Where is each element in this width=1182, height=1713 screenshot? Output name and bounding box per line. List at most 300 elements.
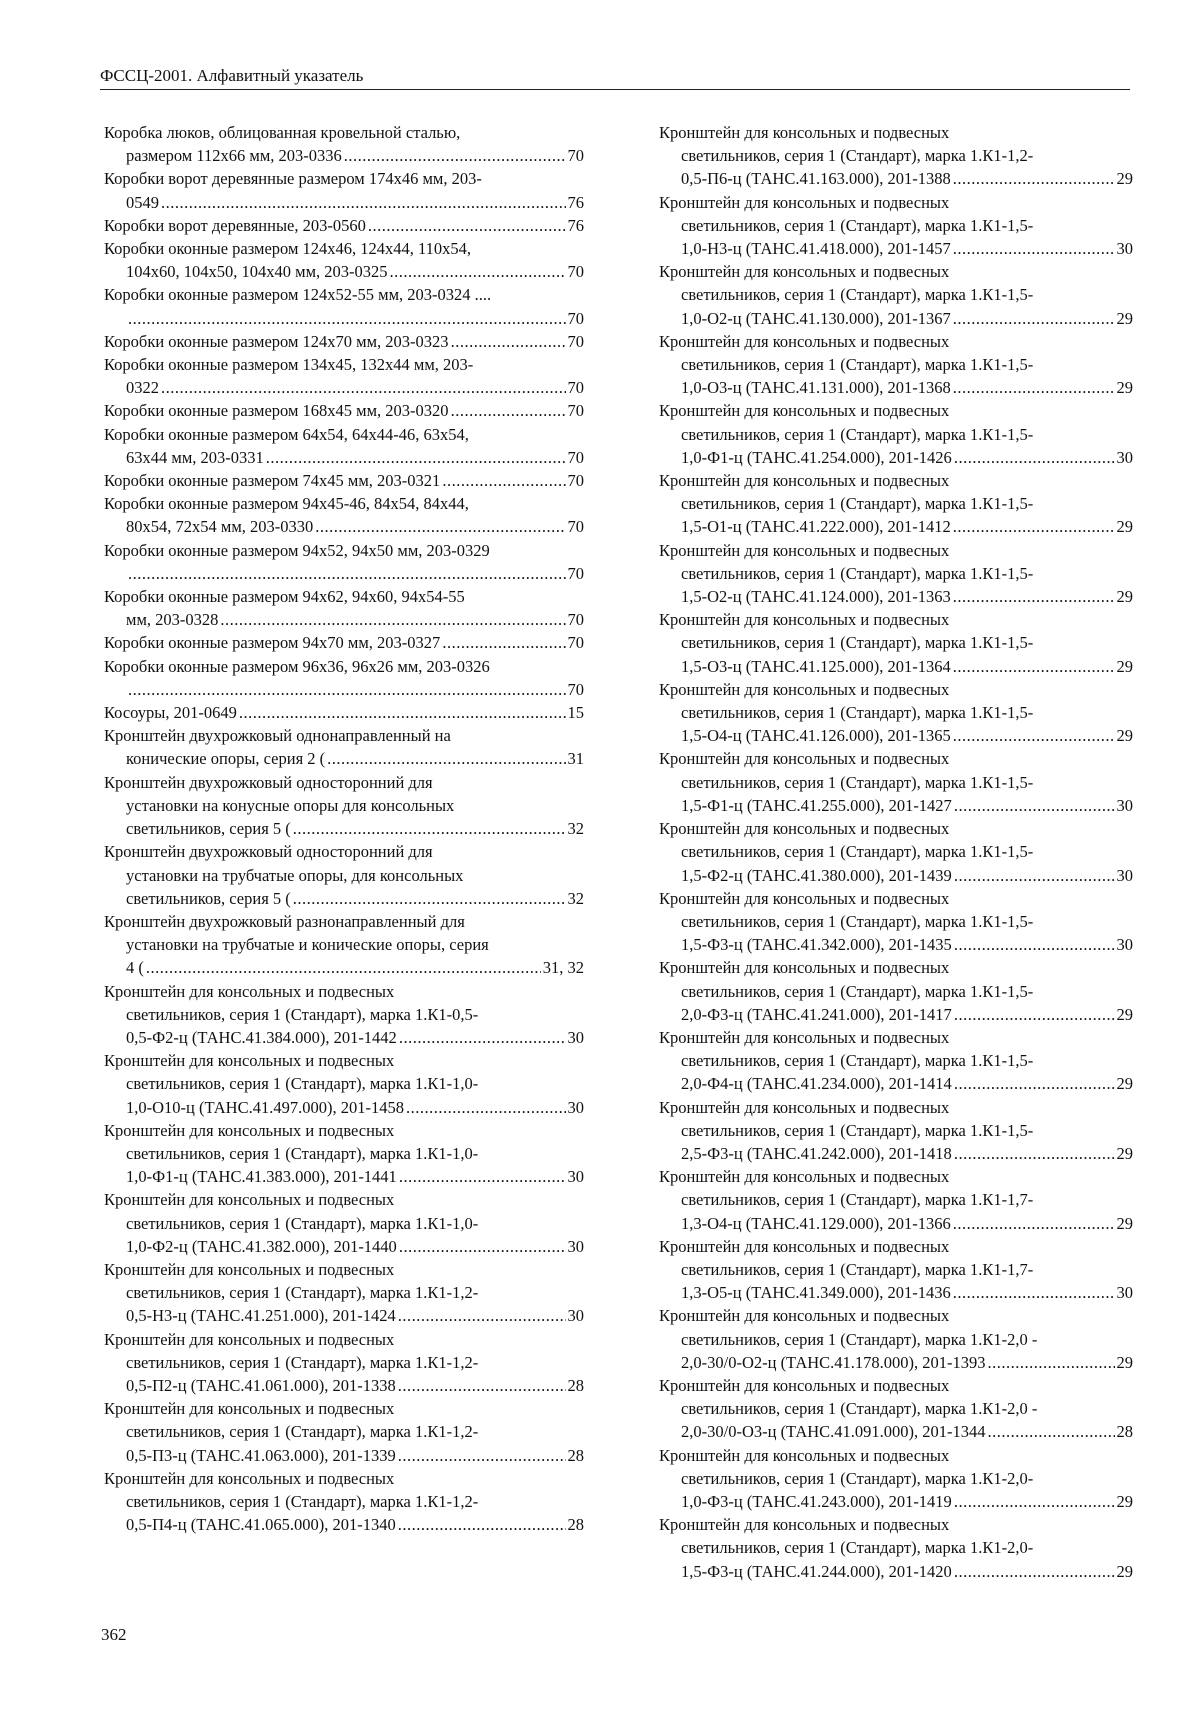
index-entry-page: 30: [1116, 795, 1133, 815]
dot-leader: [293, 887, 566, 910]
index-entry-last-line: [104, 608, 584, 631]
index-entry-line: светильников, серия 1 (Стандарт), марка 1.К1-1,2-: [681, 146, 1034, 166]
running-header: [100, 66, 1130, 90]
index-entry-line: Кронштейн двухрожковый односторонний для: [104, 842, 433, 862]
index-entry-last-line: [659, 864, 1133, 887]
index-entry-last-line: [104, 1444, 584, 1467]
dot-leader: [954, 1003, 1115, 1026]
dot-leader: [954, 933, 1115, 956]
index-entry-last-line: [659, 1420, 1133, 1443]
index-entry-line: светильников, серия 1 (Стандарт), марка 1.К1-2,0 -: [681, 1399, 1038, 1419]
index-entry-page: 70: [567, 401, 584, 421]
index-entry-last-line: [104, 307, 584, 330]
index-entry-page: 30: [567, 1027, 584, 1047]
index-entry-text: 0,5-П2-ц (ТАНС.41.061.000), 201-1338: [126, 1375, 396, 1395]
index-entry: [659, 1026, 1133, 1096]
index-entry-page: 29: [1116, 1143, 1133, 1163]
index-entry-page: 29: [1116, 308, 1133, 328]
index-entry-last-line: [104, 1304, 584, 1327]
index-entry-line: Кронштейн для консольных и подвесных: [659, 819, 950, 839]
index-entry-line: установки на трубчатые опоры, для консольных: [126, 865, 464, 885]
index-entry-page: 70: [567, 308, 584, 328]
index-entry-line: Кронштейн для консольных и подвесных: [659, 1027, 950, 1047]
index-entry-text: 1,3-О4-ц (ТАНС.41.129.000), 201-1366: [681, 1213, 951, 1233]
index-entry: [104, 1397, 584, 1467]
dot-leader: [442, 631, 565, 654]
index-entry-page: 30: [567, 1306, 584, 1326]
index-entry-line: Кронштейн для консольных и подвесных: [659, 123, 950, 142]
index-entry: [104, 655, 584, 701]
index-entry-line: светильников, серия 1 (Стандарт), марка 1.К1-1,5-: [681, 911, 1034, 931]
index-entry-text: 2,0-30/0-О2-ц (ТАНС.41.178.000), 201-1393: [681, 1352, 986, 1372]
index-entry-text: 1,0-О2-ц (ТАНС.41.130.000), 201-1367: [681, 308, 951, 328]
dot-leader: [327, 747, 565, 770]
index-entry-text: 1,3-О5-ц (ТАНС.41.349.000), 201-1436: [681, 1283, 951, 1303]
index-entry-page: 29: [1116, 517, 1133, 537]
index-entry-page: 28: [1116, 1422, 1133, 1442]
index-entry: [104, 283, 584, 329]
index-entry-page: 70: [567, 262, 584, 282]
index-entry-page: 28: [567, 1375, 584, 1395]
index-entry: [104, 330, 584, 353]
index-entry-text: 1,0-Ф2-ц (ТАНС.41.382.000), 201-1440: [126, 1236, 397, 1256]
index-entry-line: Кронштейн для консольных и подвесных: [659, 540, 950, 560]
index-entry-line: светильников, серия 1 (Стандарт), марка 1.К1-1,5-: [681, 494, 1034, 514]
index-entry: [104, 237, 584, 283]
index-entry-page: 30: [1116, 1283, 1133, 1303]
index-entry-line: Кронштейн двухрожковый односторонний для: [104, 772, 433, 792]
index-entry: [659, 1235, 1133, 1305]
index-entry-page: 70: [567, 679, 584, 699]
index-entry-line: установки на трубчатые и конические опоры, серия: [126, 935, 489, 955]
index-entry-line: установки на конусные опоры для консольных: [126, 795, 455, 815]
dot-leader: [953, 307, 1115, 330]
index-entry: [104, 214, 584, 237]
index-entry-line: Кронштейн для консольных и подвесных: [659, 749, 950, 769]
index-entry-text: Коробки оконные размером 168х45 мм, 203-0320: [104, 401, 449, 421]
index-entry: [104, 353, 584, 399]
dot-leader: [161, 191, 566, 214]
index-entry-line: светильников, серия 1 (Стандарт), марка 1.К1-1,2-: [126, 1283, 479, 1303]
index-entry-page: 31, 32: [542, 958, 584, 978]
index-entry-line: Кронштейн для консольных и подвесных: [659, 1445, 950, 1465]
index-entry-line: светильников, серия 1 (Стандарт), марка 1.К1-1,5-: [681, 215, 1034, 235]
index-entry-line: светильников, серия 1 (Стандарт), марка 1.К1-1,5-: [681, 703, 1034, 723]
dot-leader: [398, 1513, 566, 1536]
index-entry: [659, 887, 1133, 957]
index-entry-last-line: [659, 376, 1133, 399]
index-entry: [659, 1096, 1133, 1166]
index-entry-page: 29: [1116, 1491, 1133, 1511]
index-entry-line: светильников, серия 1 (Стандарт), марка 1.К1-1,5-: [681, 842, 1034, 862]
index-entry: [104, 1328, 584, 1398]
index-entry-page: 30: [567, 1167, 584, 1187]
index-entry: [659, 1444, 1133, 1514]
index-entry-text: 1,5-Ф2-ц (ТАНС.41.380.000), 201-1439: [681, 865, 952, 885]
index-entry-text: 1,5-О3-ц (ТАНС.41.125.000), 201-1364: [681, 656, 951, 676]
index-entry-last-line: [659, 1142, 1133, 1165]
dot-leader: [954, 1490, 1115, 1513]
index-entry-page: 29: [1116, 378, 1133, 398]
index-entry-page: 70: [567, 471, 584, 491]
index-entry-line: Кронштейн для консольных и подвесных: [659, 1236, 950, 1256]
index-entry-text: 1,0-О10-ц (ТАНС.41.497.000), 201-1458: [126, 1097, 404, 1117]
index-entry-page: 29: [1116, 1004, 1133, 1024]
dot-leader: [390, 260, 566, 283]
index-entry-text: мм, 203-0328: [126, 610, 219, 630]
index-entry: [659, 1304, 1133, 1374]
index-entry-last-line: [104, 562, 584, 585]
index-entry-page: 30: [567, 1097, 584, 1117]
index-entry-last-line: [659, 307, 1133, 330]
index-entry: [659, 121, 1133, 191]
index-entry-last-line: [659, 933, 1133, 956]
dot-leader: [399, 1235, 566, 1258]
index-entry-page: 70: [567, 146, 584, 166]
index-entry-line: Коробки оконные размером 124х46, 124х44, 110х54,: [104, 239, 472, 259]
dot-leader: [953, 167, 1115, 190]
index-entry: [104, 469, 584, 492]
index-entry-page: 30: [567, 1236, 584, 1256]
index-entry-page: 30: [1116, 935, 1133, 955]
page-number: 362: [101, 1625, 127, 1644]
dot-leader: [954, 794, 1115, 817]
dot-leader: [128, 562, 566, 585]
index-entry-line: светильников, серия 1 (Стандарт), марка 1.К1-1,5-: [681, 424, 1034, 444]
index-entry-last-line: [104, 817, 584, 840]
dot-leader: [954, 864, 1115, 887]
index-entry-page: 76: [567, 215, 584, 235]
index-entry-line: Коробки оконные размером 94х62, 94х60, 94х54-55: [104, 587, 465, 607]
index-entry-last-line: [104, 515, 584, 538]
header-title: ФССЦ-2001. Алфавитный указатель: [100, 66, 364, 85]
index-entry-line: Коробки оконные размером 94х45-46, 84х54, 84х44,: [104, 494, 469, 514]
index-entry-last-line: [659, 1490, 1133, 1513]
index-entry: [104, 1188, 584, 1258]
index-entry-page: 29: [1116, 1561, 1133, 1581]
index-entry-last-line: [104, 191, 584, 214]
index-entry: [104, 423, 584, 469]
index-entry-page: 29: [1116, 1213, 1133, 1233]
index-entry-line: Кронштейн для консольных и подвесных: [104, 981, 395, 1001]
index-entry-line: Кронштейн для консольных и подвесных: [104, 1190, 395, 1210]
index-entry-line: Кронштейн двухрожковый однонаправленный на: [104, 726, 451, 746]
index-entry-last-line: [104, 446, 584, 469]
index-entry-text: 0,5-Ф2-ц (ТАНС.41.384.000), 201-1442: [126, 1027, 397, 1047]
index-entry-line: Кронштейн двухрожковый разнонаправленный для: [104, 911, 465, 931]
index-entry-line: светильников, серия 1 (Стандарт), марка 1.К1-1,5-: [681, 772, 1034, 792]
index-entry-text: 1,0-Н3-ц (ТАНС.41.418.000), 201-1457: [681, 239, 951, 259]
index-entry-last-line: [104, 1026, 584, 1049]
index-entry-page: 70: [567, 378, 584, 398]
index-entry: [104, 771, 584, 841]
index-entry: [104, 910, 584, 980]
index-entry-line: Коробки ворот деревянные размером 174х46 мм, 203-: [104, 169, 482, 189]
index-entry-page: 70: [567, 517, 584, 537]
index-entry: [104, 539, 584, 585]
index-entry-last-line: [659, 167, 1133, 190]
dot-leader: [954, 1142, 1115, 1165]
index-entry-page: 29: [1116, 656, 1133, 676]
dot-leader: [128, 678, 566, 701]
index-entry: [104, 1119, 584, 1189]
index-entry-last-line: [104, 1374, 584, 1397]
index-entry-line: светильников, серия 1 (Стандарт), марка 1.К1-1,5-: [681, 1120, 1034, 1140]
dot-leader: [398, 1444, 566, 1467]
index-entry-line: Кронштейн для консольных и подвесных: [659, 888, 950, 908]
index-entry-line: светильников, серия 1 (Стандарт), марка 1.К1-1,2-: [126, 1422, 479, 1442]
index-entry-line: Коробки оконные размером 124х52-55 мм, 203-0324 ....: [104, 285, 492, 305]
index-column-left: [104, 121, 584, 1536]
index-entry-line: Кронштейн для консольных и подвесных: [104, 1329, 395, 1349]
index-entry: [104, 840, 584, 910]
dot-leader: [953, 655, 1115, 678]
dot-leader: [953, 1212, 1115, 1235]
index-entry-last-line: [104, 144, 584, 167]
index-entry-last-line: [104, 1165, 584, 1188]
index-entry-line: светильников, серия 1 (Стандарт), марка 1.К1-1,0-: [126, 1213, 479, 1233]
dot-leader: [146, 956, 541, 979]
index-entry-last-line: [659, 724, 1133, 747]
index-entry: [104, 492, 584, 538]
index-entry-page: 30: [1116, 447, 1133, 467]
index-entry-page: 29: [1116, 726, 1133, 746]
index-entry-last-line: [104, 260, 584, 283]
index-entry-text: 1,5-Ф3-ц (ТАНС.41.244.000), 201-1420: [681, 1561, 952, 1581]
index-entry-line: светильников, серия 1 (Стандарт), марка 1.К1-1,5-: [681, 355, 1034, 375]
index-entry-text: светильников, серия 5 (: [126, 888, 291, 908]
index-entry-text: 2,0-30/0-О3-ц (ТАНС.41.091.000), 201-1344: [681, 1422, 986, 1442]
index-entry-line: светильников, серия 1 (Стандарт), марка 1.К1-1,7-: [681, 1259, 1034, 1279]
index-entry-line: светильников, серия 1 (Стандарт), марка 1.К1-1,0-: [126, 1143, 479, 1163]
index-entry-text: 80х54, 72х54 мм, 203-0330: [126, 517, 314, 537]
index-entry-line: светильников, серия 1 (Стандарт), марка 1.К1-1,2-: [126, 1352, 479, 1372]
index-entry-line: светильников, серия 1 (Стандарт), марка 1.К1-1,5-: [681, 981, 1034, 1001]
index-entry-line: светильников, серия 1 (Стандарт), марка 1.К1-1,7-: [681, 1190, 1034, 1210]
dot-leader: [399, 1165, 566, 1188]
index-entry-last-line: [104, 1096, 584, 1119]
index-entry-line: Кронштейн для консольных и подвесных: [659, 610, 950, 630]
dot-leader: [315, 515, 565, 538]
index-entry-text: Коробки ворот деревянные, 203-0560: [104, 215, 366, 235]
index-entry-page: 29: [1116, 1074, 1133, 1094]
dot-leader: [442, 469, 565, 492]
index-entry-text: размером 112х66 мм, 203-0336: [126, 146, 342, 166]
index-entry-last-line: [104, 1513, 584, 1536]
index-entry-page: 70: [567, 610, 584, 630]
index-entry-last-line: [659, 655, 1133, 678]
index-entry-text: 1,5-Ф1-ц (ТАНС.41.255.000), 201-1427: [681, 795, 952, 815]
index-entry-text: 2,0-Ф3-ц (ТАНС.41.241.000), 201-1417: [681, 1004, 952, 1024]
index-entry-page: 70: [567, 563, 584, 583]
index-column-right: [659, 121, 1133, 1583]
index-entry-line: Кронштейн для консольных и подвесных: [659, 958, 950, 978]
index-entry-text: 1,0-Ф3-ц (ТАНС.41.243.000), 201-1419: [681, 1491, 952, 1511]
index-entry-line: светильников, серия 1 (Стандарт), марка 1.К1-1,5-: [681, 285, 1034, 305]
index-entry-page: 31: [567, 749, 584, 769]
index-entry-line: Коробки оконные размером 96х36, 96х26 мм, 203-0326: [104, 656, 490, 676]
index-entry-text: 104х60, 104х50, 104х40 мм, 203-0325: [126, 262, 388, 282]
index-entry: [104, 1049, 584, 1119]
index-entry-text: Коробки оконные размером 74х45 мм, 203-0321: [104, 471, 441, 491]
dot-leader: [953, 376, 1115, 399]
index-entry-last-line: [104, 956, 584, 979]
index-entry-text: 1,5-О4-ц (ТАНС.41.126.000), 201-1365: [681, 726, 951, 746]
index-entry-text: светильников, серия 5 (: [126, 819, 291, 839]
dot-leader: [266, 446, 566, 469]
index-entry-text: 1,0-Ф1-ц (ТАНС.41.383.000), 201-1441: [126, 1167, 397, 1187]
index-entry: [659, 1513, 1133, 1583]
index-entry-last-line: [659, 1281, 1133, 1304]
index-entry-page: 70: [567, 331, 584, 351]
dot-leader: [953, 515, 1115, 538]
index-entry-page: 70: [567, 447, 584, 467]
index-entry-text: 1,5-Ф3-ц (ТАНС.41.342.000), 201-1435: [681, 935, 952, 955]
index-entry-line: Коробки оконные размером 134х45, 132х44 мм, 203-: [104, 355, 474, 375]
index-entry-text: 1,0-Ф1-ц (ТАНС.41.254.000), 201-1426: [681, 447, 952, 467]
index-entry: [104, 1258, 584, 1328]
index-entry-last-line: [659, 1351, 1133, 1374]
index-entry-text: 2,5-Ф3-ц (ТАНС.41.242.000), 201-1418: [681, 1143, 952, 1163]
index-entry: [104, 631, 584, 654]
dot-leader: [953, 237, 1115, 260]
index-entry-last-line: [659, 515, 1133, 538]
index-entry: [659, 956, 1133, 1026]
index-entry-text: Коробки оконные размером 124х70 мм, 203-0323: [104, 331, 449, 351]
index-entry-text: Косоуры, 201-0649: [104, 703, 237, 723]
index-entry: [659, 678, 1133, 748]
index-entry-page: 30: [1116, 239, 1133, 259]
index-entry: [659, 330, 1133, 400]
index-entry-page: 29: [1116, 169, 1133, 189]
dot-leader: [954, 1560, 1115, 1583]
index-entry-text: 0,5-П6-ц (ТАНС.41.163.000), 201-1388: [681, 169, 951, 189]
index-entry-last-line: [659, 237, 1133, 260]
index-entry-line: Кронштейн для консольных и подвесных: [659, 1515, 950, 1535]
dot-leader: [293, 817, 566, 840]
index-entry: [659, 1165, 1133, 1235]
index-entry-text: 1,5-О2-ц (ТАНС.41.124.000), 201-1363: [681, 587, 951, 607]
index-entry: [659, 260, 1133, 330]
index-entry-line: Коробки оконные размером 94х52, 94х50 мм, 203-0329: [104, 540, 490, 560]
index-entry: [104, 701, 584, 724]
index-entry-text: Коробки оконные размером 94х70 мм, 203-0327: [104, 633, 441, 653]
index-entry-text: 0549: [126, 192, 159, 212]
index-entry-last-line: [104, 399, 584, 422]
index-entry-last-line: [104, 330, 584, 353]
index-entry-page: 76: [567, 192, 584, 212]
index-entry-text: 0,5-П4-ц (ТАНС.41.065.000), 201-1340: [126, 1515, 396, 1535]
index-entry-last-line: [104, 747, 584, 770]
index-entry-line: Кронштейн для консольных и подвесных: [659, 1097, 950, 1117]
index-entry-line: светильников, серия 1 (Стандарт), марка 1.К1-1,5-: [681, 633, 1034, 653]
index-entry-page: 32: [567, 819, 584, 839]
index-entry-line: светильников, серия 1 (Стандарт), марка 1.К1-1,5-: [681, 563, 1034, 583]
index-entry-line: Кронштейн для консольных и подвесных: [659, 192, 950, 212]
index-entry: [659, 817, 1133, 887]
index-entry-text: 0,5-Н3-ц (ТАНС.41.251.000), 201-1424: [126, 1306, 396, 1326]
dot-leader: [954, 1072, 1115, 1095]
dot-leader: [220, 608, 565, 631]
dot-leader: [953, 1281, 1115, 1304]
index-entry-page: 32: [567, 888, 584, 908]
index-entry-line: Коробки оконные размером 64х54, 64х44-46, 63х54,: [104, 424, 469, 444]
index-entry-last-line: [659, 1072, 1133, 1095]
index-entry-line: Кронштейн для консольных и подвесных: [659, 262, 950, 282]
dot-leader: [161, 376, 566, 399]
index-entry-line: Кронштейн для консольных и подвесных: [659, 331, 950, 351]
index-entry-text: 63х44 мм, 203-0331: [126, 447, 264, 467]
index-entry-last-line: [659, 1560, 1133, 1583]
dot-leader: [953, 585, 1115, 608]
dot-leader: [451, 330, 566, 353]
index-entry-last-line: [659, 585, 1133, 608]
index-entry-line: Кронштейн для консольных и подвесных: [659, 471, 950, 491]
dot-leader: [128, 307, 566, 330]
index-entry-line: светильников, серия 1 (Стандарт), марка 1.К1-1,0-: [126, 1074, 479, 1094]
index-entry: [659, 191, 1133, 261]
index-entry-last-line: [104, 887, 584, 910]
index-entry-line: светильников, серия 1 (Стандарт), марка 1.К1-0,5-: [126, 1004, 479, 1024]
index-entry: [104, 399, 584, 422]
dot-leader: [398, 1374, 566, 1397]
dot-leader: [398, 1304, 566, 1327]
dot-leader: [451, 399, 566, 422]
dot-leader: [344, 144, 566, 167]
index-entry: [659, 1374, 1133, 1444]
index-entry-page: 28: [567, 1445, 584, 1465]
index-entry-text: 4 (: [126, 958, 144, 978]
index-entry: [104, 585, 584, 631]
index-entry-line: Кронштейн для консольных и подвесных: [659, 1167, 950, 1187]
index-entry-last-line: [659, 1212, 1133, 1235]
index-entry-text: 2,0-Ф4-ц (ТАНС.41.234.000), 201-1414: [681, 1074, 952, 1094]
index-entry-line: Кронштейн для консольных и подвесных: [104, 1051, 395, 1071]
index-entry-last-line: [104, 1235, 584, 1258]
index-entry-line: Кронштейн для консольных и подвесных: [659, 1375, 950, 1395]
index-entry-line: Кронштейн для консольных и подвесных: [659, 1306, 950, 1326]
index-entry-text: 1,5-О1-ц (ТАНС.41.222.000), 201-1412: [681, 517, 951, 537]
index-entry-line: Кронштейн для консольных и подвесных: [659, 679, 950, 699]
index-entry-page: 28: [567, 1515, 584, 1535]
dot-leader: [988, 1420, 1115, 1443]
index-entry-last-line: [104, 376, 584, 399]
index-entry-line: Кронштейн для консольных и подвесных: [104, 1399, 395, 1419]
index-entry-last-line: [104, 469, 584, 492]
index-entry-last-line: [659, 446, 1133, 469]
dot-leader: [953, 724, 1115, 747]
index-entry-page: 29: [1116, 1352, 1133, 1372]
index-entry-line: светильников, серия 1 (Стандарт), марка 1.К1-1,5-: [681, 1051, 1034, 1071]
index-entry-line: светильников, серия 1 (Стандарт), марка 1.К1-2,0-: [681, 1538, 1034, 1558]
index-entry-last-line: [104, 701, 584, 724]
index-entry-page: 70: [567, 633, 584, 653]
dot-leader: [988, 1351, 1115, 1374]
index-entry-last-line: [659, 794, 1133, 817]
dot-leader: [406, 1096, 566, 1119]
index-entry-last-line: [659, 1003, 1133, 1026]
index-entry-text: 0,5-П3-ц (ТАНС.41.063.000), 201-1339: [126, 1445, 396, 1465]
index-entry-line: Кронштейн для консольных и подвесных: [104, 1120, 395, 1140]
index-entry: [659, 608, 1133, 678]
index-entry: [104, 724, 584, 770]
dot-leader: [954, 446, 1115, 469]
index-entry-last-line: [104, 678, 584, 701]
index-entry-page: 29: [1116, 587, 1133, 607]
index-entry: [104, 167, 584, 213]
index-entry: [659, 747, 1133, 817]
index-entry: [104, 980, 584, 1050]
